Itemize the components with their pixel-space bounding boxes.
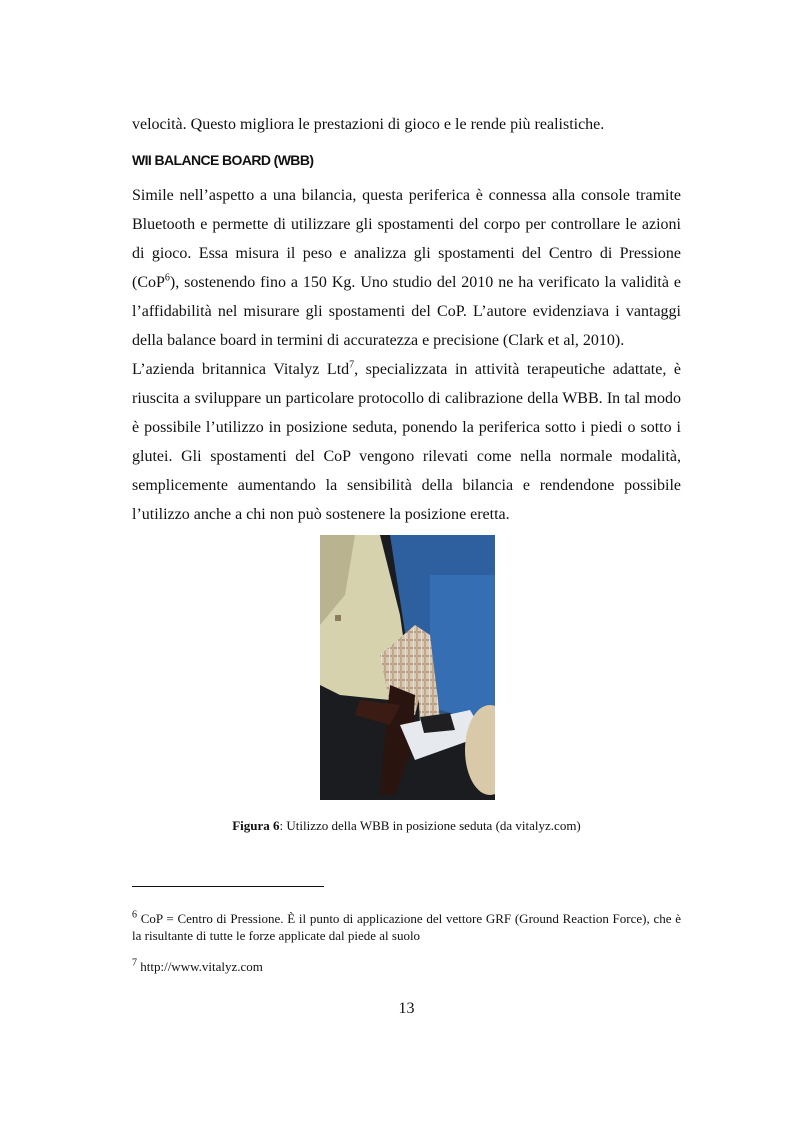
paragraph-text: L’azienda britannica Vitalyz Ltd [132,361,350,378]
footnote-ref-6[interactable]: 6 [164,272,170,284]
paragraph-text: Simile nell’aspetto a una bilancia, questa periferica è connessa alla console tramite Bluetooth e permette di utilizzare gli spostamenti del corpo per controllare le azioni di gioco. Essa misura il peso e analizza gli spostamenti del Centro di Pressione (CoP [132,187,681,291]
footnote-link[interactable]: http://www.vitalyz.com [140,959,263,974]
figure-label: Figura 6 [232,818,280,833]
paragraph-continuation: velocità. Questo migliora le prestazioni di gioco e le rende più realistiche. [132,116,605,133]
paragraph-text: ), sostenendo fino a 150 Kg. Uno studio del 2010 ne ha verificato la validità e l’affidabilità nel misurare gli spostamenti del CoP. L’autore evidenziava i vantaggi della balance board in termini di accuratezza e precisione (Clark et al, 2010). [132,274,681,349]
footnote-divider [132,886,324,887]
footnote-6 [132,910,681,944]
footnote-text: CoP = Centro di Pressione. È il punto di applicazione del vettore GRF (Ground Reaction Force), che è la risultante di tutte le forze applicate dal piede al suolo [132,911,682,943]
paragraph-vitalyz [132,355,681,529]
shadow-detail [335,615,341,621]
section-heading: WII BALANCE BOARD (WBB) [132,152,314,168]
paragraph-wbb-description [132,181,681,355]
footnote-number: 6 [132,909,137,921]
page-number: 13 [398,1000,415,1017]
paragraph-text: , specializzata in attività terapeutiche adattate, è riuscita a sviluppare un particolare protocollo di calibrazione della WBB. In tal modo è possibile l’utilizzo in posizione seduta, ponendo la periferica sotto i piedi o sotto i glutei. Gli spostamenti del CoP vengono rilevati come nella normale modalità, semplicemente aumentando la sensibilità della bilancia e rendendone possibile l’utilizzo anche a chi non può sostenere la posizione eretta. [132,361,682,523]
footnote-number: 7 [132,957,137,969]
figure-caption-text: : Utilizzo della WBB in posizione seduta (da vitalyz.com) [279,818,581,833]
figure-photo-seated-balance-board [320,535,495,800]
blue-panel [430,575,495,715]
figure-caption [132,818,681,834]
footnote-ref-7[interactable]: 7 [349,359,355,371]
footnote-7 [132,958,681,975]
